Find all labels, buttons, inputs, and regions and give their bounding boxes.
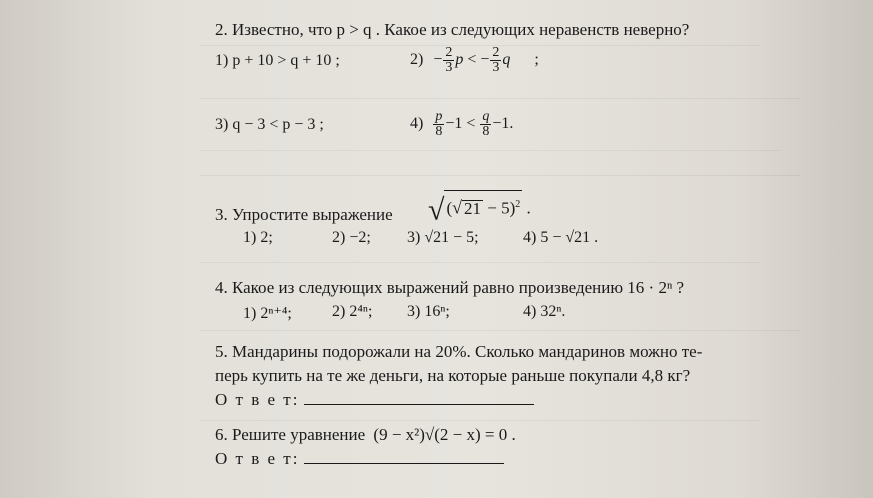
question-6-text: 6. Решите уравнение bbox=[215, 425, 366, 444]
question-6-row bbox=[215, 425, 516, 445]
q2-option-3: 3) q − 3 < p − 3 ; bbox=[215, 116, 324, 133]
q3-option-3: 3) √21 − 5; bbox=[407, 229, 479, 246]
question-5-line-2: перь купить на те же деньги, на которые раньше покупали 4,8 кг? bbox=[215, 366, 691, 385]
question-2-text: 2. Известно, что p > q . Какое из следующих неравенств неверно? bbox=[215, 20, 690, 39]
q2-option-2: 2) − $\frac{2}{3}$ p < − $\frac{2}{3}$ q ; bbox=[410, 45, 539, 75]
fraction-p-8: $\frac{p}{8}$ bbox=[435, 109, 443, 139]
q6-answer-field[interactable] bbox=[304, 449, 504, 464]
q3-expression: √ (√ 21 − 5)$^2$ . bbox=[428, 190, 531, 228]
question-3-text: 3. Упростите выражение bbox=[215, 205, 393, 224]
fraction-q-8: $\frac{q}{8}$ bbox=[482, 109, 490, 139]
q4-option-4: 4) 32ⁿ. bbox=[523, 303, 566, 320]
q6-answer-label: О т в е т: bbox=[215, 449, 300, 468]
q2-option-2-label: 2) bbox=[410, 51, 424, 69]
q4-option-3: 3) 16ⁿ; bbox=[407, 303, 450, 320]
q2-option-1: 1) p + 10 > q + 10 ; bbox=[215, 52, 340, 69]
q6-equation: (9 − x²)√(2 − x) = 0 . bbox=[373, 425, 516, 444]
fraction-2-3: $\frac{2}{3}$ bbox=[445, 45, 453, 75]
question-5-line-1: 5. Мандарины подорожали на 20%. Сколько мандаринов можно те- bbox=[215, 342, 703, 361]
q3-option-1: 1) 2; bbox=[243, 229, 273, 246]
q6-answer-row bbox=[215, 449, 504, 469]
q2-option-4: 4) $\frac{p}{8}$ −1 < $\frac{q}{8}$ −1. bbox=[410, 109, 514, 139]
q5-answer-label: О т в е т: bbox=[215, 390, 300, 409]
q4-option-2: 2) 2⁴ⁿ; bbox=[332, 303, 373, 320]
q4-option-1: 1) 2ⁿ⁺⁴; bbox=[243, 305, 292, 322]
q2-option-4-label: 4) bbox=[410, 115, 424, 133]
q3-option-2: 2) −2; bbox=[332, 229, 371, 246]
q5-answer-field[interactable] bbox=[304, 390, 534, 405]
fraction-2-3: $\frac{2}{3}$ bbox=[492, 45, 500, 75]
question-4-text: 4. Какое из следующих выражений равно произведению 16 · 2ⁿ ? bbox=[215, 278, 685, 297]
q5-answer-row bbox=[215, 390, 534, 410]
q3-option-4: 4) 5 − √21 . bbox=[523, 229, 599, 246]
